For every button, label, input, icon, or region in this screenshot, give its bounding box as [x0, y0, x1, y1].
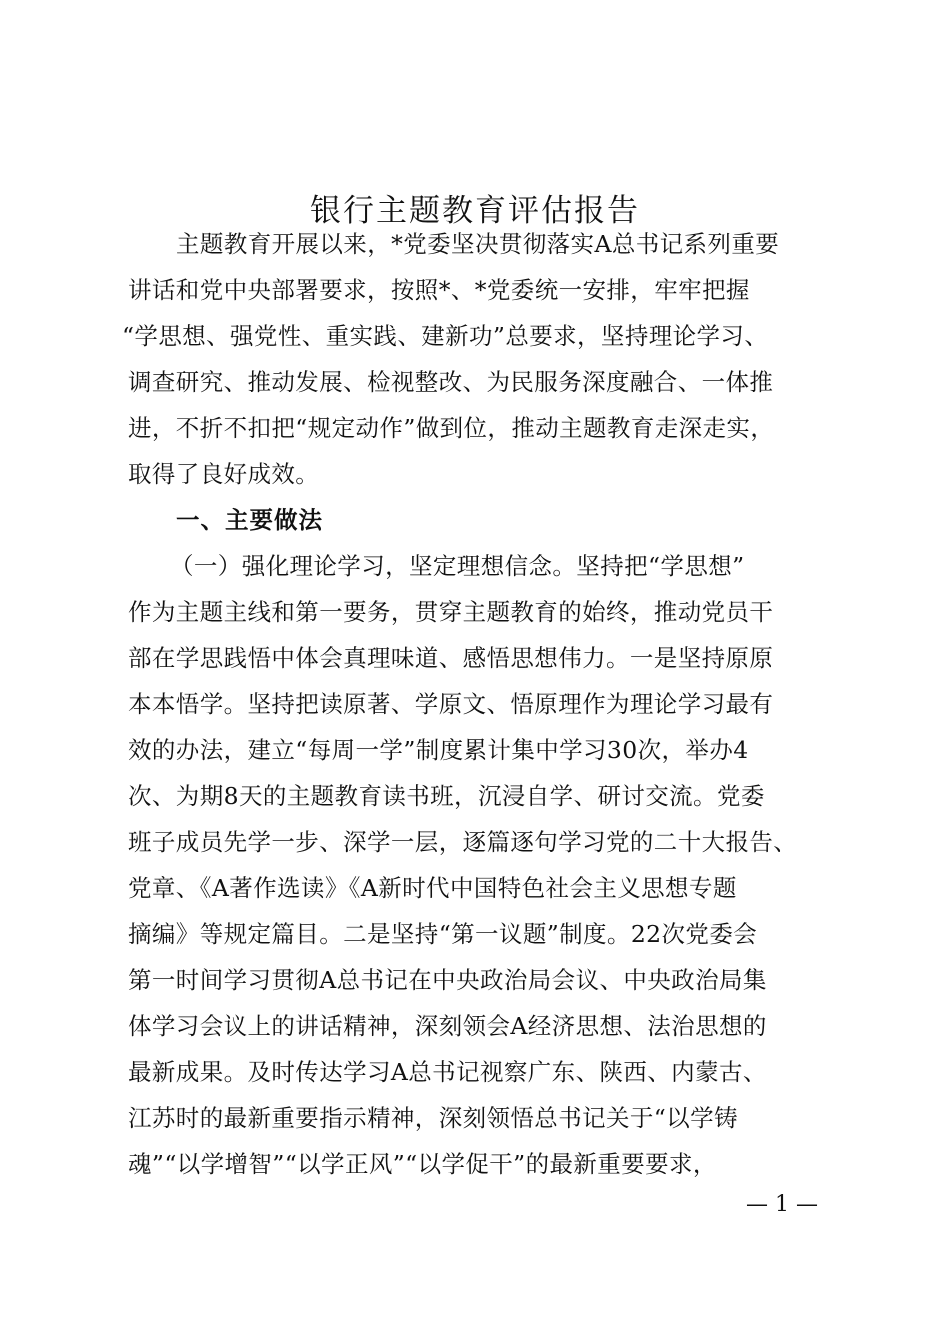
document-title: 银行主题教育评估报告: [310, 192, 640, 229]
paragraph-line: 摘编》等规定篇目。二是坚持“第一议题”制度。22次党委会: [128, 920, 758, 948]
paragraph-line: 第一时间学习贯彻A总书记在中央政治局会议、中央政治局集: [128, 966, 767, 994]
paragraph-line: （一）强化理论学习，坚定理想信念。坚持把“学思想”: [170, 552, 745, 580]
paragraph-line: 体学习会议上的讲话精神，深刻领会A经济思想、法治思想的: [128, 1012, 767, 1040]
paragraph-line: 调查研究、推动发展、检视整改、为民服务深度融合、一体推: [128, 368, 774, 396]
paragraph-line: 江苏时的最新重要指示精神，深刻领悟总书记关于“以学铸: [128, 1104, 738, 1132]
page-number: — 1 —: [746, 1192, 818, 1217]
paragraph-line: 班子成员先学一步、深学一层，逐篇逐句学习党的二十大报告、: [128, 828, 798, 856]
paragraph-line: 本本悟学。坚持把读原著、学原文、悟原理作为理论学习最有: [128, 690, 774, 718]
paragraph-line: 部在学思践悟中体会真理味道、感悟思想伟力。一是坚持原原: [128, 644, 774, 672]
paragraph-line: 讲话和党中央部署要求，按照*、*党委统一安排，牢牢把握: [128, 276, 750, 304]
paragraph-line: 进，不折不扣把“规定动作”做到位，推动主题教育走深走实，: [128, 414, 775, 442]
paragraph-line: 最新成果。及时传达学习A总书记视察广东、陕西、内蒙古、: [128, 1058, 767, 1086]
paragraph-line: 效的办法，建立“每周一学”制度累计集中学习30次，举办4: [128, 736, 749, 764]
paragraph-line: 次、为期8天的主题教育读书班，沉浸自学、研讨交流。党委: [128, 782, 765, 810]
paragraph-line: 党章、《A著作选读》《A新时代中国特色社会主义思想专题: [128, 874, 737, 902]
paragraph-line: 作为主题主线和第一要务，贯穿主题教育的始终，推动党员干: [128, 598, 774, 626]
paragraph-line: 取得了良好成效。: [128, 460, 320, 488]
paragraph-line: 主题教育开展以来，*党委坚决贯彻落实A总书记系列重要: [176, 230, 780, 258]
section-heading: 一、主要做法: [176, 506, 323, 534]
paragraph-line: “学思想、强党性、重实践、建新功”总要求，坚持理论学习、: [122, 322, 769, 350]
paragraph-line: 魂”“以学增智”“以学正风”“以学促干”的最新重要要求，: [128, 1150, 717, 1178]
